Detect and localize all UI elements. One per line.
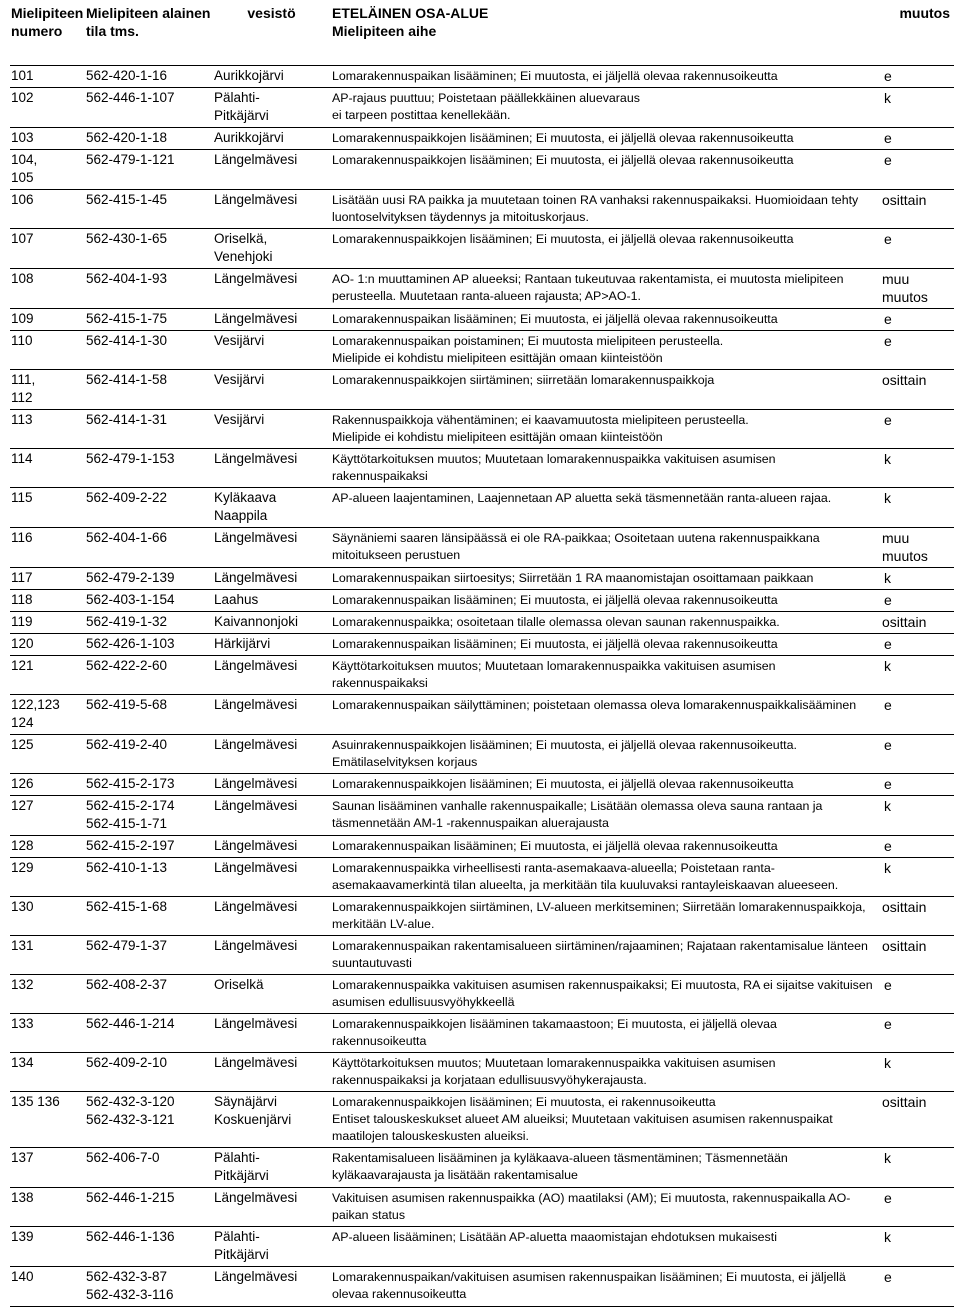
cell-subject: Lomarakennuspaikan lisääminen; Ei muutosta, ei jäljellä olevaa rakennusoikeutta (331, 590, 876, 612)
cell-number: 131 (10, 936, 85, 975)
table-row (10, 568, 954, 590)
cell-subject: Lomarakennuspaikkojen lisääminen; Ei muutosta, ei jäljellä olevaa rakennusoikeutta (331, 150, 876, 190)
table-row (10, 150, 954, 190)
cell-waterbody: Kaivannonjoki (213, 612, 331, 634)
table-row (10, 1148, 954, 1188)
table-row (10, 410, 954, 449)
cell-number: 121 (10, 656, 85, 695)
table-row (10, 1092, 954, 1148)
cell-property: 562-420-1-16 (85, 66, 213, 88)
cell-subject: Saunan lisääminen vanhalle rakennuspaikalle; Lisätään olemassa oleva sauna rantaan ja täsmennetään AM-1 -rakennuspaikan aluerajausta (331, 796, 876, 836)
opinion-table (10, 3, 954, 1307)
cell-subject: Rakentamisalueen lisääminen ja kyläkaava-alueen täsmentäminen; Täsmennetään kyläkaavarajausta ja lisätään rakentamisalue (331, 1148, 876, 1188)
cell-waterbody: Aurikkojärvi (213, 66, 331, 88)
cell-waterbody: Pälahti- Pitkäjärvi (213, 1227, 331, 1267)
table-row (10, 309, 954, 331)
table-row (10, 1188, 954, 1227)
cell-property: 562-419-5-68 (85, 695, 213, 735)
cell-property: 562-415-1-68 (85, 897, 213, 936)
cell-subject: Lomarakennuspaikka vakituisen asumisen rakennuspaikaksi; Ei muutosta, RA ei sijaitse vakituisen asumisen edullisuusvyöhykkeellä (331, 975, 876, 1014)
cell-subject: Lomarakennuspaikka virheellisesti ranta-asemakaava-alueella; Poistetaan ranta-asemakaavamerkintä tilan alueelta, ja merkitään tila kuuluvaksi rantayleiskaavan alueeseen. (331, 858, 876, 897)
cell-waterbody: Längelmävesi (213, 150, 331, 190)
cell-property: 562-404-1-93 (85, 269, 213, 309)
cell-change: muu muutos (876, 269, 954, 309)
cell-subject: Lomarakennuspaikkojen lisääminen takamaastoon; Ei muutosta, ei jäljellä olevaa rakennusoikeutta (331, 1014, 876, 1053)
table-row (10, 488, 954, 528)
cell-subject: Lomarakennuspaikan siirtoesitys; Siirretään 1 RA maanomistajan osoittamaan paikkaan (331, 568, 876, 590)
table-row (10, 1267, 954, 1307)
cell-property: 562-406-7-0 (85, 1148, 213, 1188)
cell-subject: Lomarakennuspaikan poistaminen; Ei muutosta mielipiteen perusteella. Mielipide ei kohdistu mielipiteen esittäjän omaan kiinteistöön (331, 331, 876, 370)
cell-number: 134 (10, 1053, 85, 1092)
cell-waterbody: Längelmävesi (213, 796, 331, 836)
table-row (10, 975, 954, 1014)
table-row (10, 612, 954, 634)
cell-property: 562-479-1-153 (85, 449, 213, 488)
table-row (10, 634, 954, 656)
cell-subject: Lomarakennuspaikka; osoitetaan tilalle olemassa olevan saunan rakennuspaikka. (331, 612, 876, 634)
cell-number: 125 (10, 735, 85, 774)
cell-subject: Säynäniemi saaren länsipäässä ei ole RA-paikkaa; Osoitetaan uutena rakennuspaikkana mitoitukseen perustuen (331, 528, 876, 568)
cell-subject: AP-alueen laajentaminen, Laajennetaan AP aluetta sekä täsmennetään ranta-alueen rajaa. (331, 488, 876, 528)
cell-waterbody: Laahus (213, 590, 331, 612)
table-row (10, 331, 954, 370)
cell-change: e (876, 1267, 954, 1307)
cell-waterbody: Oriselkä, Venehjoki (213, 229, 331, 269)
cell-property: 562-479-1-121 (85, 150, 213, 190)
cell-change: e (876, 1188, 954, 1227)
cell-property: 562-414-1-31 (85, 410, 213, 449)
cell-property: 562-420-1-18 (85, 128, 213, 150)
table-row (10, 190, 954, 229)
document-page (10, 3, 954, 1307)
cell-property: 562-446-1-214 (85, 1014, 213, 1053)
cell-number: 119 (10, 612, 85, 634)
cell-property: 562-414-1-58 (85, 370, 213, 410)
cell-number: 137 (10, 1148, 85, 1188)
cell-number: 135 136 (10, 1092, 85, 1148)
table-row (10, 590, 954, 612)
cell-number: 107 (10, 229, 85, 269)
cell-number: 117 (10, 568, 85, 590)
table-row (10, 695, 954, 735)
cell-change: e (876, 1014, 954, 1053)
cell-number: 139 (10, 1227, 85, 1267)
cell-change: e (876, 590, 954, 612)
cell-change: e (876, 309, 954, 331)
cell-number: 132 (10, 975, 85, 1014)
cell-number: 128 (10, 836, 85, 858)
table-row (10, 796, 954, 836)
cell-number: 103 (10, 128, 85, 150)
cell-number: 122,123 124 (10, 695, 85, 735)
cell-waterbody: Längelmävesi (213, 695, 331, 735)
cell-subject: Käyttötarkoituksen muutos; Muutetaan lomarakennuspaikka vakituisen asumisen rakennuspaikaksi ja korjataan edullisuusvyöhykerajausta. (331, 1053, 876, 1092)
cell-property: 562-479-2-139 (85, 568, 213, 590)
table-row (10, 1053, 954, 1092)
table-row (10, 66, 954, 88)
table-header-row (10, 3, 954, 66)
table-row (10, 858, 954, 897)
cell-property: 562-430-1-65 (85, 229, 213, 269)
cell-change: e (876, 975, 954, 1014)
cell-number: 133 (10, 1014, 85, 1053)
header-numero: Mielipiteen numero (10, 3, 85, 66)
cell-property: 562-409-2-22 (85, 488, 213, 528)
cell-change: k (876, 858, 954, 897)
cell-waterbody: Längelmävesi (213, 774, 331, 796)
cell-number: 108 (10, 269, 85, 309)
cell-subject: Lomarakennuspaikan lisääminen; Ei muutosta, ei jäljellä olevaa rakennusoikeutta (331, 634, 876, 656)
cell-subject: Lomarakennuspaikkojen lisääminen; Ei muutosta, ei jäljellä olevaa rakennusoikeutta (331, 774, 876, 796)
table-row (10, 1227, 954, 1267)
cell-change: k (876, 568, 954, 590)
cell-change: e (876, 229, 954, 269)
cell-property: 562-415-1-75 (85, 309, 213, 331)
cell-property: 562-479-1-37 (85, 936, 213, 975)
cell-change: osittain (876, 370, 954, 410)
cell-number: 115 (10, 488, 85, 528)
header-aihe: ETELÄINEN OSA-ALUE Mielipiteen aihe (331, 3, 876, 66)
table-row (10, 229, 954, 269)
cell-subject: Vakituisen asumisen rakennuspaikka (AO) maatilaksi (AM); Ei muutosta, rakennuspaikalla AO-paikan status (331, 1188, 876, 1227)
table-row (10, 897, 954, 936)
cell-property: 562-415-2-173 (85, 774, 213, 796)
cell-property: 562-415-2-197 (85, 836, 213, 858)
cell-subject: Lomarakennuspaikan lisääminen; Ei muutosta, ei jäljellä olevaa rakennusoikeutta (331, 309, 876, 331)
table-row (10, 449, 954, 488)
cell-property: 562-419-1-32 (85, 612, 213, 634)
cell-property: 562-419-2-40 (85, 735, 213, 774)
cell-number: 114 (10, 449, 85, 488)
cell-property: 562-432-3-87 562-432-3-116 (85, 1267, 213, 1307)
table-row (10, 88, 954, 128)
cell-waterbody: Längelmävesi (213, 1053, 331, 1092)
cell-subject: AP-rajaus puuttuu; Poistetaan päällekkäinen aluevaraus ei tarpeen postittaa kenellekään. (331, 88, 876, 128)
cell-subject: Lomarakennuspaikkojen lisääminen; Ei muutosta, ei jäljellä olevaa rakennusoikeutta (331, 229, 876, 269)
cell-subject: AP-alueen lisääminen; Lisätään AP-aluetta maaomistajan ehdotuksen mukaisesti (331, 1227, 876, 1267)
cell-subject: Lomarakennuspaikan rakentamisalueen siirtäminen/rajaaminen; Rajataan rakentamisalue länteen suuntautuvasti (331, 936, 876, 975)
cell-change: e (876, 66, 954, 88)
cell-waterbody: Längelmävesi (213, 897, 331, 936)
cell-property: 562-415-2-174 562-415-1-71 (85, 796, 213, 836)
cell-change: e (876, 331, 954, 370)
header-vesisto: vesistö (213, 3, 331, 66)
cell-property: 562-415-1-45 (85, 190, 213, 229)
cell-waterbody: Vesijärvi (213, 370, 331, 410)
header-tila: Mielipiteen alainen tila tms. (85, 3, 213, 66)
table-row (10, 370, 954, 410)
cell-change: e (876, 634, 954, 656)
cell-number: 101 (10, 66, 85, 88)
cell-change: e (876, 150, 954, 190)
cell-change: k (876, 488, 954, 528)
cell-change: e (876, 695, 954, 735)
cell-change: k (876, 449, 954, 488)
cell-property: 562-432-3-120 562-432-3-121 (85, 1092, 213, 1148)
cell-waterbody: Pälahti- Pitkäjärvi (213, 88, 331, 128)
cell-number: 138 (10, 1188, 85, 1227)
table-row (10, 836, 954, 858)
cell-property: 562-410-1-13 (85, 858, 213, 897)
cell-property: 562-426-1-103 (85, 634, 213, 656)
cell-change: k (876, 88, 954, 128)
cell-waterbody: Längelmävesi (213, 1188, 331, 1227)
cell-property: 562-404-1-66 (85, 528, 213, 568)
cell-number: 140 (10, 1267, 85, 1307)
cell-property: 562-409-2-10 (85, 1053, 213, 1092)
cell-subject: Lomarakennuspaikkojen lisääminen; Ei muutosta, ei rakennusoikeutta Entiset talouskeskukset alueet AM alueiksi; Muutetaan vakituisen asumisen rakennuspaikat maatilojen talouskeskusten alueiksi. (331, 1092, 876, 1148)
cell-change: e (876, 735, 954, 774)
cell-subject: Lomarakennuspaikan säilyttäminen; poistetaan olemassa oleva lomarakennuspaikkalisääminen (331, 695, 876, 735)
cell-waterbody: Längelmävesi (213, 528, 331, 568)
cell-property: 562-446-1-215 (85, 1188, 213, 1227)
cell-waterbody: Vesijärvi (213, 331, 331, 370)
cell-number: 126 (10, 774, 85, 796)
cell-waterbody: Längelmävesi (213, 836, 331, 858)
cell-change: k (876, 1227, 954, 1267)
cell-change: e (876, 410, 954, 449)
table-row (10, 936, 954, 975)
cell-waterbody: Längelmävesi (213, 568, 331, 590)
cell-change: e (876, 836, 954, 858)
cell-property: 562-446-1-136 (85, 1227, 213, 1267)
cell-change: osittain (876, 612, 954, 634)
cell-number: 120 (10, 634, 85, 656)
cell-waterbody: Längelmävesi (213, 190, 331, 229)
cell-number: 127 (10, 796, 85, 836)
cell-change: e (876, 128, 954, 150)
cell-number: 102 (10, 88, 85, 128)
cell-change: osittain (876, 190, 954, 229)
cell-property: 562-403-1-154 (85, 590, 213, 612)
cell-waterbody: Aurikkojärvi (213, 128, 331, 150)
table-row (10, 128, 954, 150)
cell-waterbody: Längelmävesi (213, 656, 331, 695)
cell-number: 104, 105 (10, 150, 85, 190)
cell-number: 129 (10, 858, 85, 897)
cell-number: 106 (10, 190, 85, 229)
cell-waterbody: Pälahti- Pitkäjärvi (213, 1148, 331, 1188)
cell-waterbody: Vesijärvi (213, 410, 331, 449)
cell-subject: Käyttötarkoituksen muutos; Muutetaan lomarakennuspaikka vakituisen asumisen rakennuspaikaksi (331, 449, 876, 488)
cell-number: 110 (10, 331, 85, 370)
cell-waterbody: Längelmävesi (213, 735, 331, 774)
cell-subject: Lomarakennuspaikkojen lisääminen; Ei muutosta, ei jäljellä olevaa rakennusoikeutta (331, 128, 876, 150)
cell-number: 116 (10, 528, 85, 568)
table-row (10, 774, 954, 796)
table-row (10, 735, 954, 774)
cell-waterbody: Längelmävesi (213, 269, 331, 309)
cell-property: 562-446-1-107 (85, 88, 213, 128)
cell-property: 562-414-1-30 (85, 331, 213, 370)
cell-subject: Lomarakennuspaikkojen siirtäminen; siirretään lomarakennuspaikkoja (331, 370, 876, 410)
table-row (10, 1014, 954, 1053)
cell-change: e (876, 774, 954, 796)
cell-property: 562-422-2-60 (85, 656, 213, 695)
header-muutos: muutos (876, 3, 954, 66)
cell-subject: Lomarakennuspaikan/vakituisen asumisen rakennuspaikan lisääminen; Ei muutosta, ei jäljellä olevaa rakennusoikeutta (331, 1267, 876, 1307)
table-row (10, 528, 954, 568)
cell-number: 111, 112 (10, 370, 85, 410)
cell-subject: Rakennuspaikkoja vähentäminen; ei kaavamuutosta mielipiteen perusteella. Mielipide ei kohdistu mielipiteen esittäjän omaan kiinteistöön (331, 410, 876, 449)
cell-subject: Lomarakennuspaikan lisääminen; Ei muutosta, ei jäljellä olevaa rakennusoikeutta (331, 836, 876, 858)
cell-waterbody: Säynäjärvi Koskuenjärvi (213, 1092, 331, 1148)
table-body (10, 66, 954, 1307)
cell-number: 130 (10, 897, 85, 936)
cell-subject: Lomarakennuspaikkojen siirtäminen, LV-alueen merkitseminen; Siirretään lomarakennuspaikkoja, merkitään LV-alue. (331, 897, 876, 936)
cell-change: osittain (876, 936, 954, 975)
cell-number: 113 (10, 410, 85, 449)
cell-waterbody: Längelmävesi (213, 936, 331, 975)
cell-waterbody: Oriselkä (213, 975, 331, 1014)
cell-subject: Asuinrakennuspaikkojen lisääminen; Ei muutosta, ei jäljellä olevaa rakennusoikeutta. Emätilaselvityksen korjaus (331, 735, 876, 774)
cell-subject: AO- 1:n muuttaminen AP alueeksi; Rantaan tukeutuvaa rakentamista, ei muutosta mielipiteen perusteella. Muutetaan ranta-alueen rajausta; AP>AO-1. (331, 269, 876, 309)
cell-waterbody: Längelmävesi (213, 858, 331, 897)
cell-number: 118 (10, 590, 85, 612)
cell-waterbody: Längelmävesi (213, 1014, 331, 1053)
cell-change: osittain (876, 897, 954, 936)
cell-change: k (876, 1053, 954, 1092)
cell-property: 562-408-2-37 (85, 975, 213, 1014)
table-row (10, 269, 954, 309)
cell-waterbody: Längelmävesi (213, 449, 331, 488)
cell-change: osittain (876, 1092, 954, 1148)
cell-waterbody: Kyläkaava Naappila (213, 488, 331, 528)
cell-number: 109 (10, 309, 85, 331)
cell-waterbody: Längelmävesi (213, 309, 331, 331)
cell-waterbody: Härkijärvi (213, 634, 331, 656)
cell-change: muu muutos (876, 528, 954, 568)
cell-subject: Lomarakennuspaikan lisääminen; Ei muutosta, ei jäljellä olevaa rakennusoikeutta (331, 66, 876, 88)
cell-waterbody: Längelmävesi (213, 1267, 331, 1307)
cell-change: k (876, 796, 954, 836)
table-row (10, 656, 954, 695)
cell-subject: Lisätään uusi RA paikka ja muutetaan toinen RA vanhaksi rakennuspaikaksi. Huomioidaan tehty luontoselvityksen täydennys ja mitoituskorjaus. (331, 190, 876, 229)
cell-change: k (876, 656, 954, 695)
cell-subject: Käyttötarkoituksen muutos; Muutetaan lomarakennuspaikka vakituisen asumisen rakennuspaikaksi (331, 656, 876, 695)
cell-change: k (876, 1148, 954, 1188)
